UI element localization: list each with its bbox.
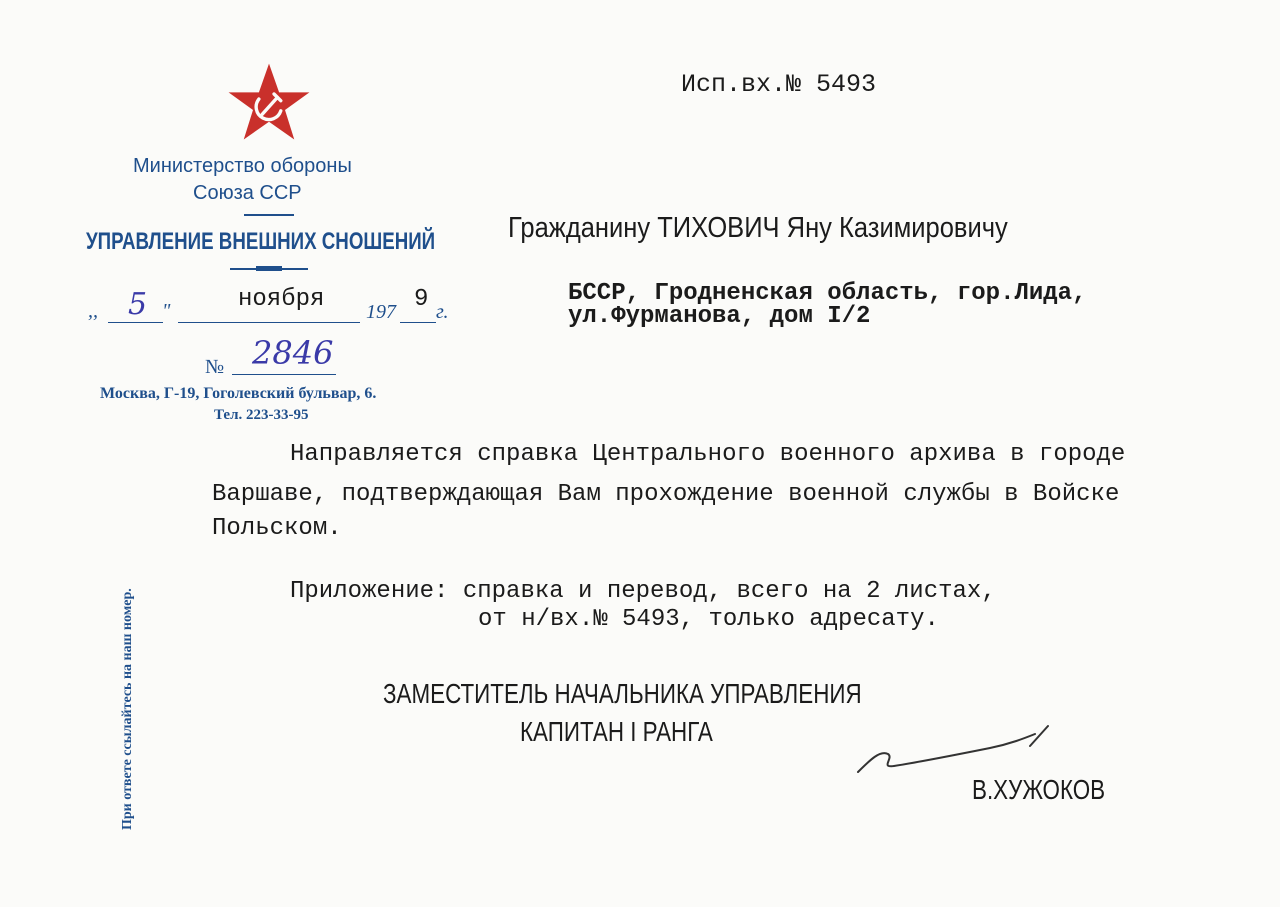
ministry-line1: Министерство обороны — [133, 155, 352, 177]
date-day: 5 — [128, 287, 148, 322]
number-label: № — [205, 356, 225, 378]
red-star-emblem-icon — [226, 62, 312, 142]
date-month-underline — [178, 322, 360, 323]
body-line3: Польском. — [212, 515, 342, 542]
signatory-title-line1: ЗАМЕСТИТЕЛЬ НАЧАЛЬНИКА УПРАВЛЕНИЯ — [383, 678, 862, 709]
date-year-prefix: 197 — [366, 301, 396, 323]
recipient-address-line1: БССР, Гродненская область, гор.Лида, — [568, 280, 1087, 307]
attachment-line1: Приложение: справка и перевод, всего на 2 листах, — [290, 578, 996, 605]
number-underline — [232, 374, 336, 375]
directorate-title: УПРАВЛЕНИЕ ВНЕШНИХ СНОШЕНИЙ — [86, 228, 436, 255]
date-year-underline — [400, 322, 436, 323]
body-line2: Варшаве, подтверждающая Вам прохождение военной службы в Войске — [212, 481, 1120, 508]
signatory-title-line2: КАПИТАН I РАНГА — [520, 716, 713, 747]
number-value: 2846 — [252, 334, 334, 372]
reply-reference-note: При ответе ссылайтесь на наш номер. — [120, 588, 135, 830]
date-day-underline — [108, 322, 163, 323]
ministry-address: Москва, Г-19, Гоголевский бульвар, 6. — [100, 385, 377, 402]
date-g: г. — [436, 301, 449, 323]
attachment-line2: от н/вх.№ 5493, только адресату. — [478, 606, 939, 633]
signatory-name: В.ХУЖОКОВ — [972, 774, 1106, 805]
body-line1: Направляется справка Центрального военного архива в городе — [290, 441, 1126, 468]
letterhead-divider-bottom-accent — [256, 266, 282, 271]
recipient-name: Гражданину ТИХОВИЧ Яну Казимировичу — [508, 212, 1008, 244]
recipient-address-line2: ул.Фурманова, дом I/2 — [568, 303, 871, 330]
date-close-quote: " — [162, 300, 171, 322]
date-open-quote: ,, — [88, 300, 98, 322]
incoming-reference: Исп.вх.№ 5493 — [681, 70, 877, 99]
date-month: ноября — [238, 286, 325, 313]
ministry-line2: Союза ССР — [193, 182, 302, 204]
ministry-phone: Тел. 223-33-95 — [214, 407, 309, 423]
letterhead-divider-top — [244, 214, 294, 216]
date-year-suffix: 9 — [414, 286, 429, 313]
handwritten-signature — [850, 720, 1050, 780]
